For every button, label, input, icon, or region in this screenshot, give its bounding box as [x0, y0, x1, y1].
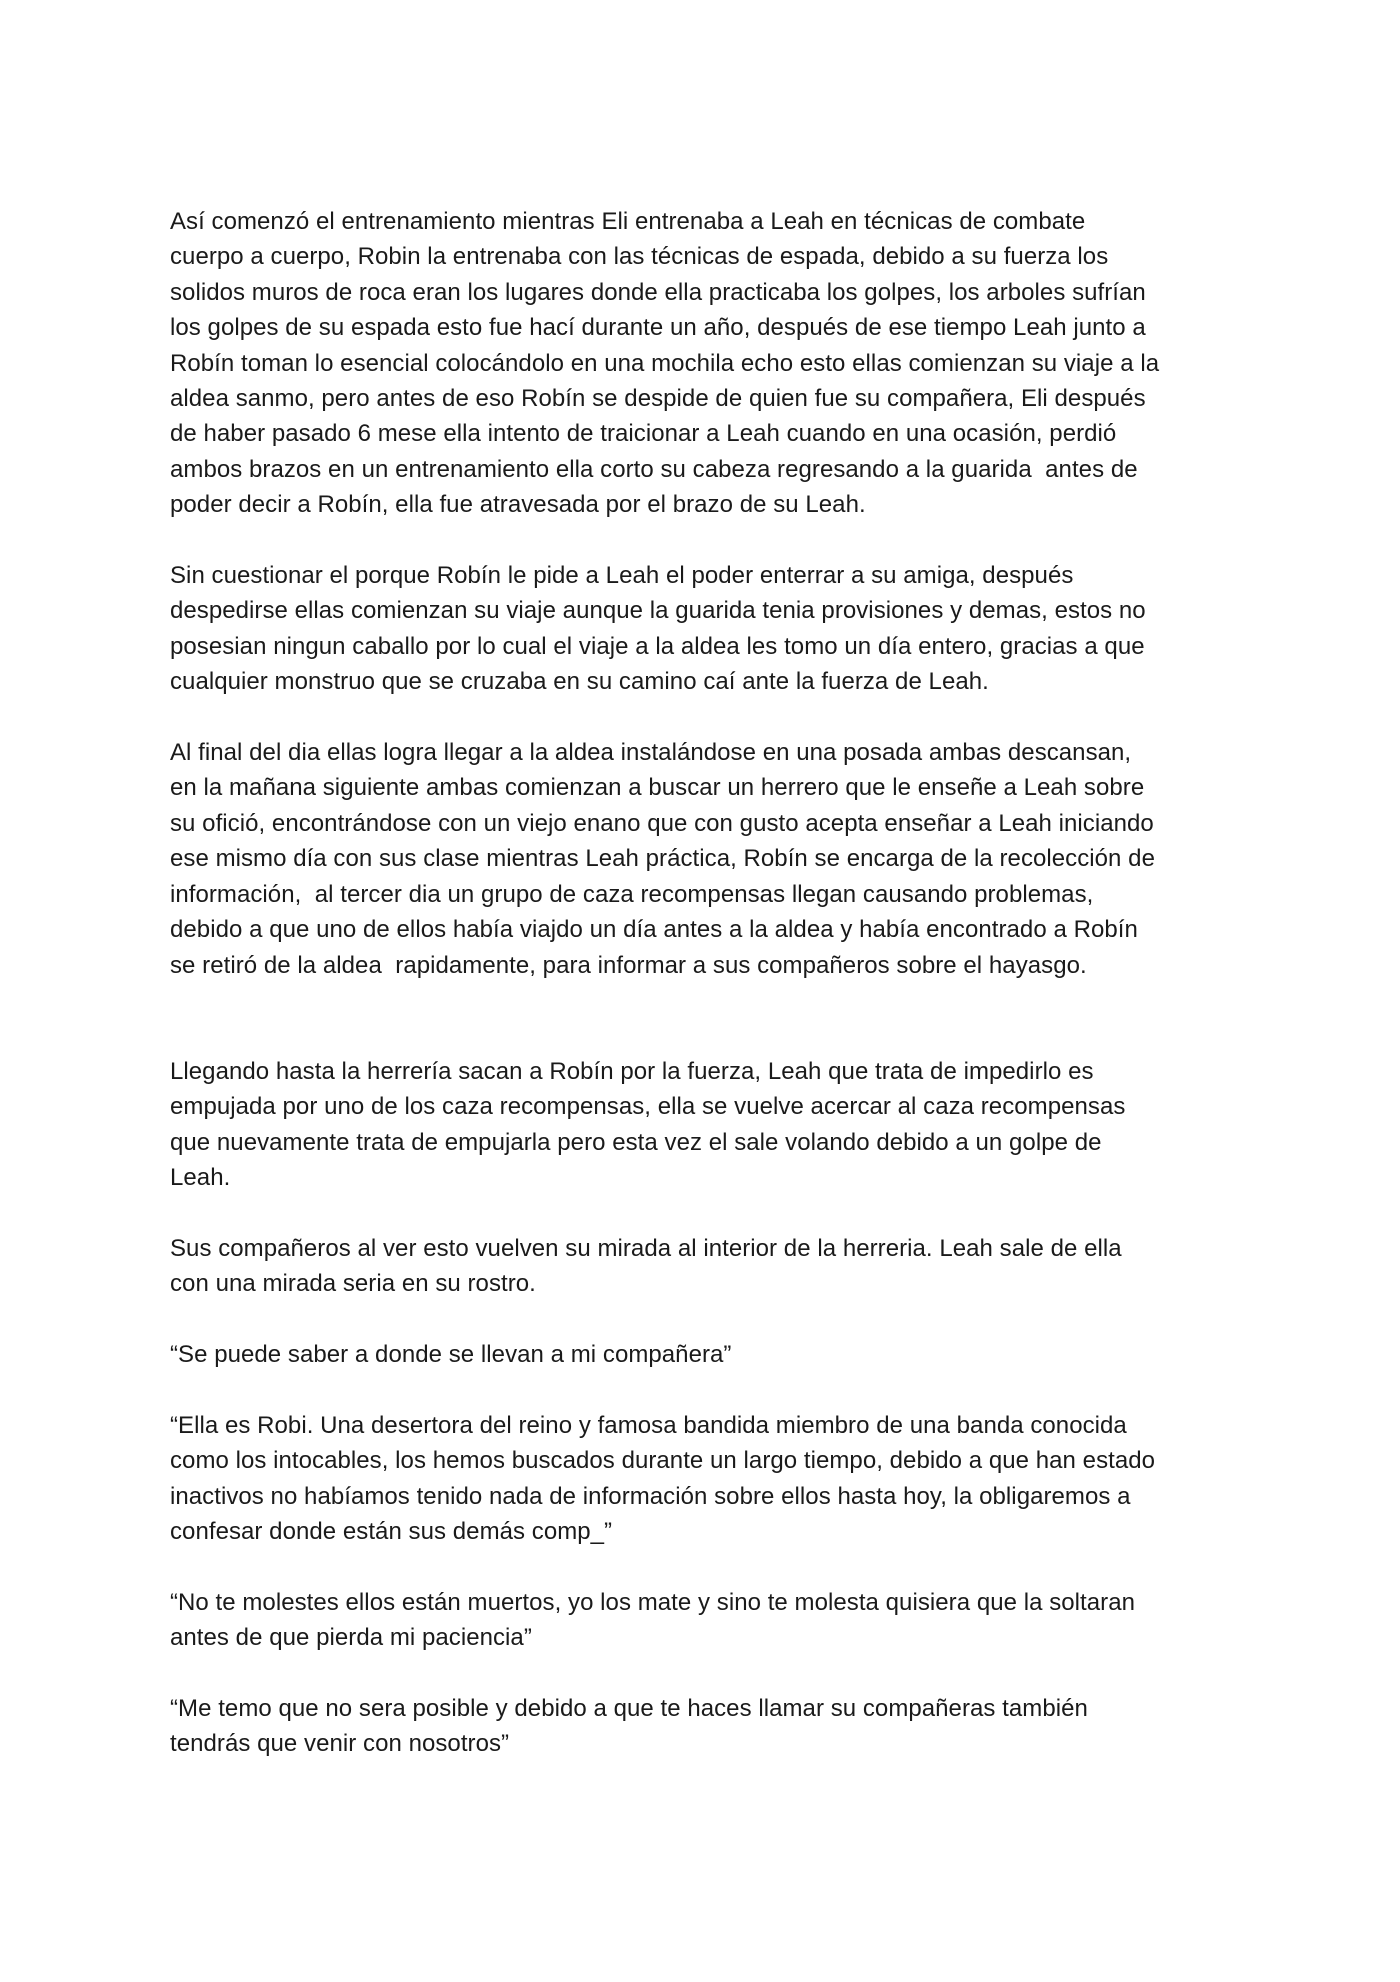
text-line: cuerpo a cuerpo, Robin la entrenaba con las técnicas de espada, debido a su fuerza los [170, 243, 1109, 271]
text-line: Sin cuestionar el porque Robín le pide a Leah el poder enterrar a su amiga, después [170, 562, 1074, 590]
text-line: información, al tercer dia un grupo de caza recompensas llegan causando problemas, [170, 880, 1094, 908]
text-line: los golpes de su espada esto fue hací durante un año, después de ese tiempo Leah junto a [170, 314, 1146, 342]
text-line: solidos muros de roca eran los lugares donde ella practicaba los golpes, los arboles sufrían [170, 278, 1146, 306]
text-line: Sus compañeros al ver esto vuelven su mirada al interior de la herreria. Leah sale de ella [170, 1234, 1122, 1262]
text-line: confesar donde están sus demás comp_” [170, 1517, 613, 1545]
text-line: empujada por uno de los caza recompensas, ella se vuelve acercar al caza recompensas [170, 1093, 1126, 1121]
text-line: posesian ningun caballo por lo cual el viaje a la aldea les tomo un día entero, gracias a que [170, 632, 1145, 660]
paragraph-gap [170, 1195, 1240, 1230]
paragraph-5 [170, 1231, 1240, 1302]
text-line: poder decir a Robín, ella fue atravesada por el brazo de su Leah. [170, 491, 866, 519]
document-body [170, 204, 1240, 1762]
text-line: que nuevamente trata de empujarla pero esta vez el sale volando debido a un golpe de [170, 1128, 1102, 1156]
dialogue-2 [170, 1408, 1240, 1550]
text-line: en la mañana siguiente ambas comienzan a buscar un herrero que le enseñe a Leah sobre [170, 774, 1145, 802]
text-line: cualquier monstruo que se cruzaba en su camino caí ante la fuerza de Leah. [170, 668, 989, 696]
paragraph-gap [170, 523, 1240, 558]
text-line: “Se puede saber a donde se llevan a mi compañera” [170, 1340, 732, 1368]
paragraph-1 [170, 204, 1240, 523]
paragraph-gap [170, 700, 1240, 735]
paragraph-gap [170, 1656, 1240, 1691]
paragraph-gap [170, 1372, 1240, 1407]
text-line: debido a que uno de ellos había viajdo un día antes a la aldea y había encontrado a Robín [170, 916, 1138, 944]
text-line: “Ella es Robi. Una desertora del reino y famosa bandida miembro de una banda conocida [170, 1411, 1127, 1439]
paragraph-4 [170, 1054, 1240, 1196]
text-line: con una mirada seria en su rostro. [170, 1270, 536, 1298]
text-line: se retiró de la aldea rapidamente, para informar a sus compañeros sobre el hayasgo. [170, 951, 1087, 979]
text-line: “Me temo que no sera posible y debido a que te haces llamar su compañeras también [170, 1694, 1088, 1722]
text-line: despedirse ellas comienzan su viaje aunque la guarida tenia provisiones y demas, estos no [170, 597, 1146, 625]
dialogue-4 [170, 1691, 1240, 1762]
paragraph-2 [170, 558, 1240, 700]
dialogue-3 [170, 1585, 1240, 1656]
text-line: su ofició, encontrándose con un viejo enano que con gusto acepta enseñar a Leah iniciando [170, 809, 1154, 837]
text-line: antes de que pierda mi paciencia” [170, 1624, 532, 1652]
text-line: Así comenzó el entrenamiento mientras Eli entrenaba a Leah en técnicas de combate [170, 208, 1086, 235]
paragraph-gap [170, 983, 1240, 1054]
text-line: aldea sanmo, pero antes de eso Robín se despide de quien fue su compañera, Eli después [170, 385, 1146, 413]
paragraph-gap [170, 1302, 1240, 1337]
text-line: de haber pasado 6 mese ella intento de traicionar a Leah cuando en una ocasión, perdió [170, 420, 1117, 448]
text-line: inactivos no habíamos tenido nada de información sobre ellos hasta hoy, la obligaremos a [170, 1482, 1131, 1510]
text-line: Robín toman lo esencial colocándolo en una mochila echo esto ellas comienzan su viaje a la [170, 349, 1160, 377]
paragraph-gap [170, 1549, 1240, 1584]
text-line: Al final del dia ellas logra llegar a la aldea instalándose en una posada ambas descansan, [170, 739, 1132, 767]
text-line: tendrás que venir con nosotros” [170, 1730, 510, 1758]
text-line: Leah. [170, 1163, 231, 1191]
text-line: ambos brazos en un entrenamiento ella corto su cabeza regresando a la guarida antes de [170, 455, 1138, 483]
text-line: “No te molestes ellos están muertos, yo los mate y sino te molesta quisiera que la soltaran [170, 1588, 1136, 1616]
dialogue-1 [170, 1337, 1240, 1372]
paragraph-3 [170, 735, 1240, 983]
text-line: ese mismo día con sus clase mientras Leah práctica, Robín se encarga de la recolección de [170, 845, 1155, 873]
text-line: como los intocables, los hemos buscados durante un largo tiempo, debido a que han estado [170, 1447, 1156, 1475]
text-line: Llegando hasta la herrería sacan a Robín por la fuerza, Leah que trata de impedirlo es [170, 1057, 1094, 1085]
